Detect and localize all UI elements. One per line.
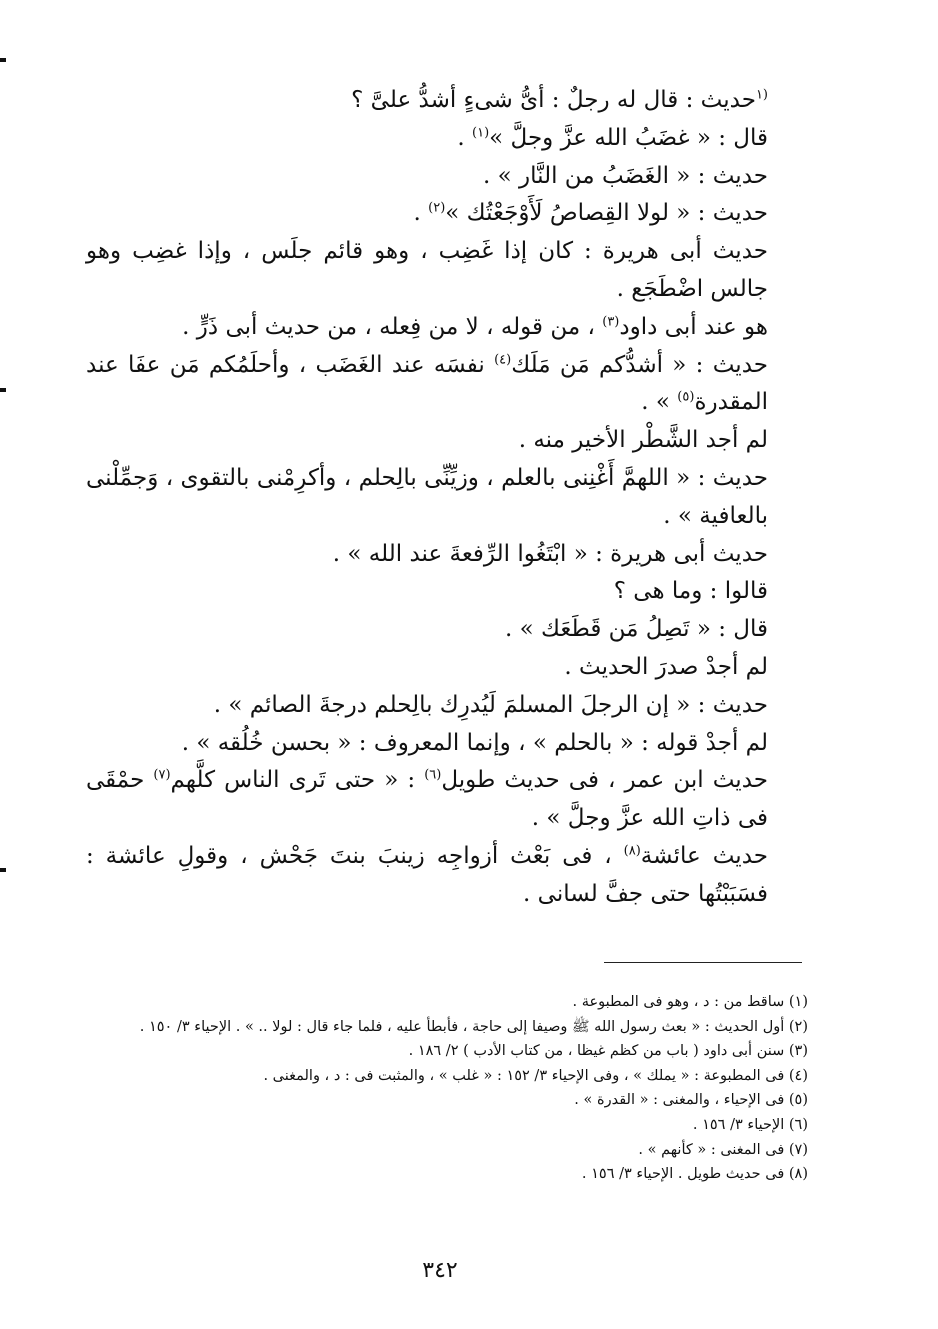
paragraph-text: هو عند أبى داود <box>619 313 768 340</box>
paragraph <box>86 195 808 233</box>
footnote: (٥) فى الإحياء ، والمغنى : « القدرة » . <box>574 1092 808 1109</box>
paragraph-text: لم أجد الشَّطْر الأخير منه . <box>518 427 768 454</box>
paragraph <box>86 573 808 611</box>
paragraph-text: حديث عائشة <box>640 842 768 869</box>
paragraph-text: . <box>413 200 429 227</box>
footnote-marker: (٥) <box>677 389 695 405</box>
paragraph <box>86 687 808 725</box>
main-text <box>86 82 808 914</box>
paragraph-text: حديث ابن عمر ، فى حديث طويل <box>441 767 768 794</box>
footnote-marker: (١ <box>755 87 768 103</box>
paragraph <box>86 611 808 649</box>
footnotes <box>86 990 808 1187</box>
footnote-marker: (٢) <box>428 200 446 216</box>
paragraph-text: ، من قوله ، لا من فِعله ، من حديث أبى ذَرٍّ . <box>182 313 603 340</box>
footnote: (٤) فى المطبوعة : « يملك » ، وفى الإحياء ٣/ ١٥٢ : « غلب » ، والمثبت فى : د ، والمغنى . <box>263 1067 808 1084</box>
footnote-marker: (٧) <box>153 767 171 783</box>
paragraph-text: حديث : قال له رجلٌ : أىُّ شىءٍ أشدُّ علىَّ ؟ <box>351 87 756 113</box>
footnote-marker: (٦) <box>424 767 442 783</box>
paragraph-text: حديث أبى هريرة : كان إذا غَضِب ، وهو قائم جلَس ، وإذا غضِب وهو جالس اضْطَجَع . <box>86 238 768 302</box>
footnote-marker: (٨) <box>623 843 641 859</box>
paragraph <box>86 536 808 574</box>
paragraph <box>86 838 808 914</box>
footnote: (٧) فى المغنى : « كأنهم » . <box>638 1141 808 1158</box>
paragraph-text: لم أجدْ قوله : « بالحلم » ، وإنما المعروف : « بحسن خُلُقه » . <box>181 729 768 756</box>
footnote-marker: (٤) <box>494 351 512 367</box>
footnote: (٢) أول الحديث : « بعث رسول الله ﷺ وصيفا إلى حاجة ، فأبطأ عليه ، فلما جاء قال : لولا .. » . الإحياء ٣/ ١٥٠ . <box>139 1018 808 1035</box>
paragraph-text: لم أجدْ صدرَ الحديث . <box>564 653 768 680</box>
paragraph-text: : « حتى تَرى الناس كلَّهم <box>170 767 425 794</box>
paragraph <box>86 460 808 536</box>
paragraph-text: حديث : « إن الرجلَ المسلمَ لَيُدرِك بالِحلم درجةَ الصائم » . <box>213 691 768 718</box>
footnote: (٣) سنن أبى داود ( باب من كظم غيظا ، من كتاب الأدب ) ٢/ ١٨٦ . <box>408 1043 808 1060</box>
paragraph-text: نفسَه عند الغَضَب ، وأحلَمُكم مَن عفَا عند المقدرة <box>86 351 768 416</box>
paragraph <box>86 309 808 347</box>
page-number: ٣٤٢ <box>422 1258 458 1283</box>
paragraph-text: حديث : « الغَضَبُ من النَّار » . <box>483 162 768 189</box>
paragraph <box>86 120 808 158</box>
edge-mark <box>0 868 6 872</box>
paragraph-text: ، فى بَعْث أزواجِه زينبَ بنتَ جَحْش ، وقولِ عائشة : فسَبَبْتُها حتى جفَّ لسانى . <box>86 842 768 907</box>
paragraph-text: حديث : « اللهمَّ أَغْنِنى بالعلم ، وزيِّنِّى بالِحلم ، وأكرِمْنى بالتقوى ، وَجمِّلْنى بالعافية » . <box>86 464 768 529</box>
paragraph-text: قال : « غضَبُ الله عزَّ وجلَّ » <box>489 124 768 151</box>
footnote-marker: (١) <box>472 125 490 141</box>
footnote: (٨) فى حديث طويل . الإحياء ٣/ ١٥٦ . <box>581 1166 808 1183</box>
paragraph-text: قال : « تَصِلُ مَن قَطَعَك » . <box>504 616 768 643</box>
paragraph-text: . <box>457 124 473 151</box>
paragraph-text: حديث : « أشدُّكم مَن مَلَك <box>511 351 768 378</box>
edge-mark <box>0 388 6 392</box>
paragraph <box>86 233 808 309</box>
paragraph <box>86 649 808 687</box>
paragraph <box>86 762 808 838</box>
paragraph <box>86 82 808 120</box>
footnote: (٦) الإحياء ٣/ ١٥٦ . <box>692 1116 808 1133</box>
footnote-separator <box>604 962 802 963</box>
paragraph <box>86 422 808 460</box>
paragraph-text: حديث أبى هريرة : « ابْتَغُوا الرِّفعةَ عند الله » . <box>332 540 768 567</box>
paragraph-text: حمْقَى فى ذاتِ الله عزَّ وجلَّ » . <box>86 767 768 832</box>
footnote-marker: (٣) <box>602 314 620 330</box>
paragraph <box>86 347 808 423</box>
paragraph-text: حديث : « لولا القِصاصُ لَأَوْجَعْتُك » <box>445 200 768 227</box>
paragraph <box>86 158 808 196</box>
edge-mark <box>0 58 6 62</box>
paragraph-text: قالوا : وما هى ؟ <box>613 578 768 605</box>
paragraph-text: » . <box>641 389 678 416</box>
footnote: (١) ساقط من : د ، وهو فى المطبوعة . <box>572 994 808 1010</box>
paragraph <box>86 725 808 763</box>
